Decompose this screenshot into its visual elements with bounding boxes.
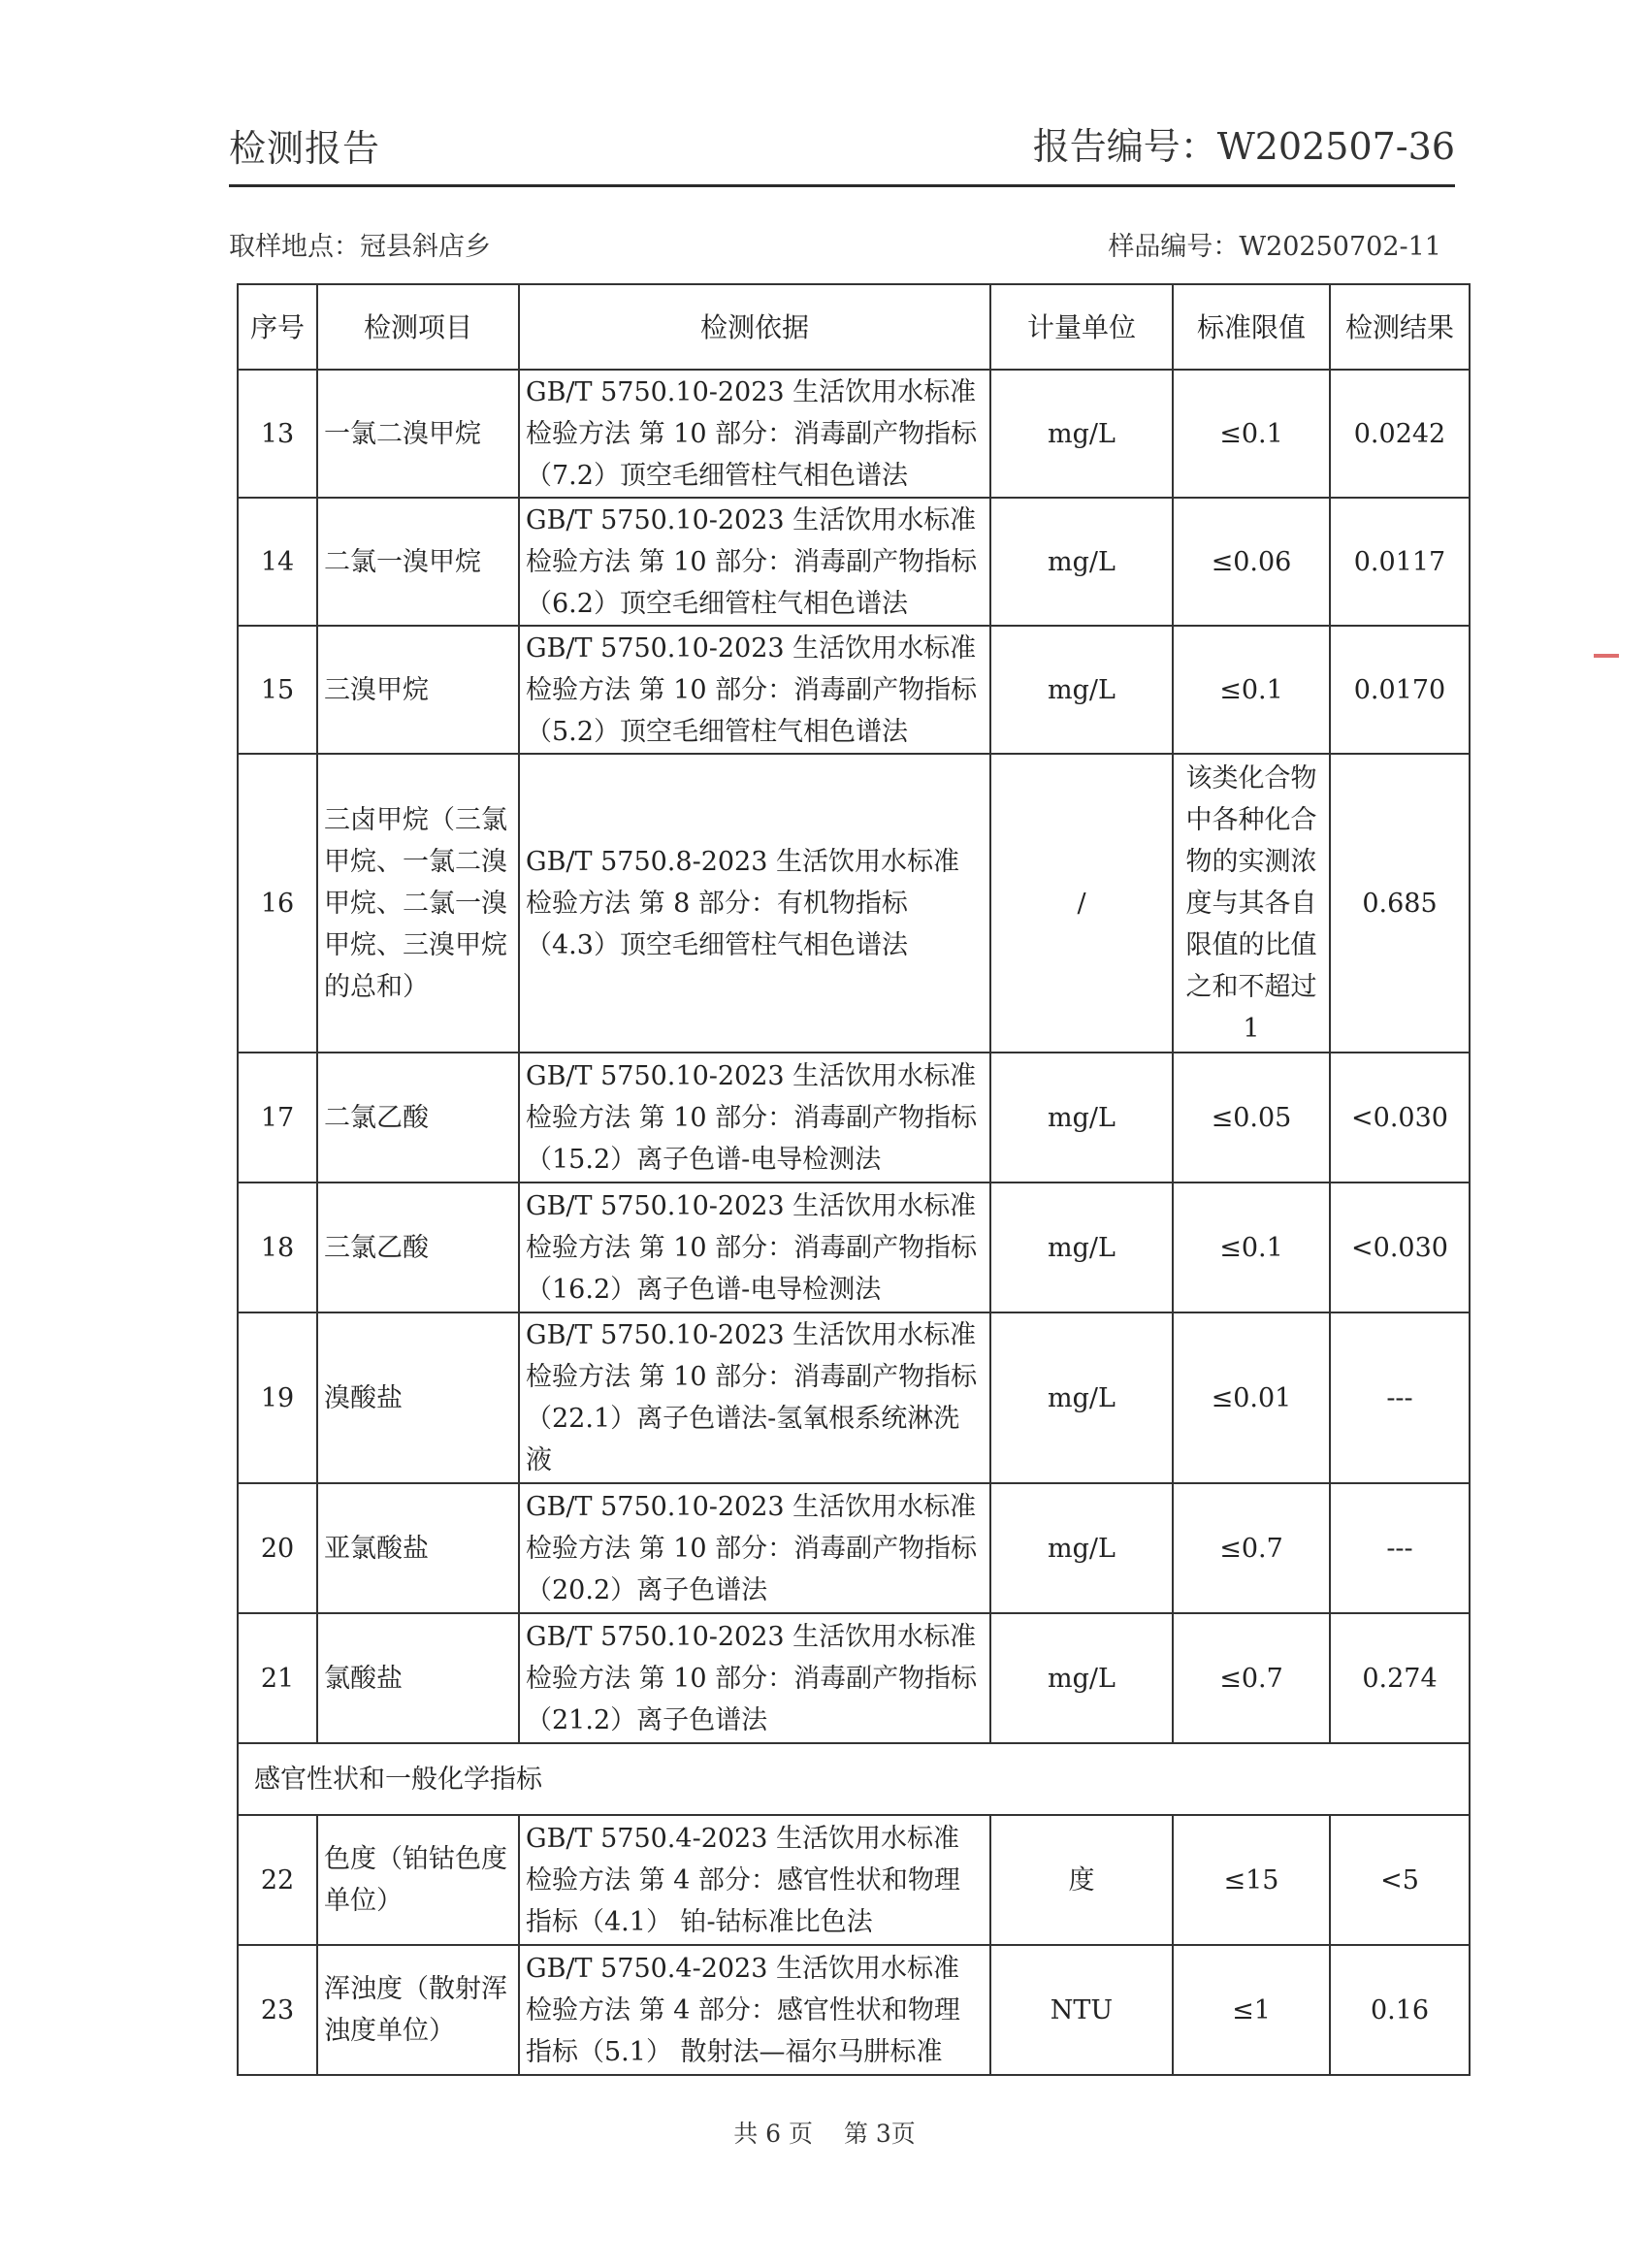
- row-result: 0.0117: [1330, 498, 1470, 626]
- row-limit: ≤0.05: [1173, 1053, 1330, 1183]
- row-basis: GB/T 5750.10-2023 生活饮用水标准检验方法 第 10 部分：消毒副产物指标（22.1）离子色谱法-氢氧根系统淋洗液: [519, 1312, 990, 1483]
- row-item: 二氯乙酸: [317, 1053, 519, 1183]
- table-row: [238, 370, 1470, 498]
- row-unit: mg/L: [990, 498, 1173, 626]
- row-result: 0.16: [1330, 1945, 1470, 2075]
- report-header: [229, 114, 1455, 187]
- row-result: 0.274: [1330, 1613, 1470, 1743]
- row-result: <0.030: [1330, 1053, 1470, 1183]
- section-row: [238, 1743, 1470, 1815]
- row-limit: ≤0.1: [1173, 626, 1330, 754]
- table-row: [238, 754, 1470, 1053]
- row-no: 13: [238, 370, 317, 498]
- row-result: 0.685: [1330, 754, 1470, 1053]
- table-row: [238, 1945, 1470, 2075]
- report-number: 报告编号：W202507-36: [1032, 125, 1455, 168]
- row-item: 二氯一溴甲烷: [317, 498, 519, 626]
- row-item: 三卤甲烷（三氯甲烷、一氯二溴甲烷、二氯一溴甲烷、三溴甲烷的总和）: [317, 754, 519, 1053]
- column-header-item: 检测项目: [317, 284, 519, 370]
- row-limit: ≤0.7: [1173, 1483, 1330, 1613]
- row-result: <0.030: [1330, 1183, 1470, 1312]
- column-header-result: 检测结果: [1330, 284, 1470, 370]
- sampling-location: 取样地点：冠县斜店乡: [229, 232, 491, 262]
- row-unit: mg/L: [990, 1183, 1173, 1312]
- row-result: ---: [1330, 1483, 1470, 1613]
- row-basis: GB/T 5750.10-2023 生活饮用水标准检验方法 第 10 部分：消毒副产物指标（21.2）离子色谱法: [519, 1613, 990, 1743]
- row-basis: GB/T 5750.10-2023 生活饮用水标准检验方法 第 10 部分：消毒副产物指标（15.2）离子色谱-电导检测法: [519, 1053, 990, 1183]
- table-row: [238, 1483, 1470, 1613]
- row-unit: mg/L: [990, 1483, 1173, 1613]
- sample-number: 样品编号：W20250702-11: [1108, 232, 1441, 262]
- test-results-table: [237, 283, 1471, 2076]
- seal-stamp-fragment: [1587, 648, 1626, 958]
- table-row: [238, 1815, 1470, 1945]
- row-limit: 该类化合物中各种化合物的实测浓度与其各自限值的比值之和不超过1: [1173, 754, 1330, 1053]
- column-header-limit: 标准限值: [1173, 284, 1330, 370]
- row-unit: 度: [990, 1815, 1173, 1945]
- row-limit: ≤15: [1173, 1815, 1330, 1945]
- row-item: 氯酸盐: [317, 1613, 519, 1743]
- row-unit: mg/L: [990, 1053, 1173, 1183]
- column-header-no: 序号: [238, 284, 317, 370]
- row-limit: ≤0.7: [1173, 1613, 1330, 1743]
- column-header-unit: 计量单位: [990, 284, 1173, 370]
- row-item: 色度（铂钴色度单位）: [317, 1815, 519, 1945]
- row-basis: GB/T 5750.10-2023 生活饮用水标准检验方法 第 10 部分：消毒副产物指标（6.2）顶空毛细管柱气相色谱法: [519, 498, 990, 626]
- row-no: 18: [238, 1183, 317, 1312]
- row-no: 20: [238, 1483, 317, 1613]
- row-unit: mg/L: [990, 370, 1173, 498]
- table-row: [238, 1613, 1470, 1743]
- row-item: 三溴甲烷: [317, 626, 519, 754]
- row-no: 23: [238, 1945, 317, 2075]
- row-item: 三氯乙酸: [317, 1183, 519, 1312]
- row-unit: /: [990, 754, 1173, 1053]
- page-title: 检测报告: [229, 127, 381, 170]
- row-item: 一氯二溴甲烷: [317, 370, 519, 498]
- row-no: 14: [238, 498, 317, 626]
- row-unit: NTU: [990, 1945, 1173, 2075]
- row-result: ---: [1330, 1312, 1470, 1483]
- table-row: [238, 1183, 1470, 1312]
- row-unit: mg/L: [990, 1613, 1173, 1743]
- row-basis: GB/T 5750.4-2023 生活饮用水标准检验方法 第 4 部分：感官性状和物理指标（5.1） 散射法—福尔马肼标准: [519, 1945, 990, 2075]
- current-page: 第 3页: [843, 2120, 916, 2148]
- column-header-basis: 检测依据: [519, 284, 990, 370]
- total-pages: 共 6 页: [733, 2120, 813, 2148]
- row-basis: GB/T 5750.8-2023 生活饮用水标准检验方法 第 8 部分：有机物指标（4.3）顶空毛细管柱气相色谱法: [519, 754, 990, 1053]
- row-limit: ≤1: [1173, 1945, 1330, 2075]
- row-basis: GB/T 5750.10-2023 生活饮用水标准检验方法 第 10 部分：消毒副产物指标（20.2）离子色谱法: [519, 1483, 990, 1613]
- table-row: [238, 498, 1470, 626]
- row-unit: mg/L: [990, 1312, 1173, 1483]
- row-basis: GB/T 5750.10-2023 生活饮用水标准检验方法 第 10 部分：消毒副产物指标（5.2）顶空毛细管柱气相色谱法: [519, 626, 990, 754]
- row-basis: GB/T 5750.10-2023 生活饮用水标准检验方法 第 10 部分：消毒副产物指标（16.2）离子色谱-电导检测法: [519, 1183, 990, 1312]
- table-row: [238, 1312, 1470, 1483]
- row-no: 15: [238, 626, 317, 754]
- row-no: 17: [238, 1053, 317, 1183]
- row-basis: GB/T 5750.10-2023 生活饮用水标准检验方法 第 10 部分：消毒副产物指标（7.2）顶空毛细管柱气相色谱法: [519, 370, 990, 498]
- row-limit: ≤0.1: [1173, 1183, 1330, 1312]
- row-item: 溴酸盐: [317, 1312, 519, 1483]
- row-item: 亚氯酸盐: [317, 1483, 519, 1613]
- row-result: 0.0170: [1330, 626, 1470, 754]
- row-no: 22: [238, 1815, 317, 1945]
- row-limit: ≤0.01: [1173, 1312, 1330, 1483]
- row-no: 16: [238, 754, 317, 1053]
- row-no: 19: [238, 1312, 317, 1483]
- row-limit: ≤0.06: [1173, 498, 1330, 626]
- row-result: <5: [1330, 1815, 1470, 1945]
- table-header-row: [238, 284, 1470, 370]
- row-unit: mg/L: [990, 626, 1173, 754]
- page-footer: [0, 2115, 1649, 2150]
- row-item: 浑浊度（散射浑浊度单位）: [317, 1945, 519, 2075]
- row-no: 21: [238, 1613, 317, 1743]
- table-row: [238, 626, 1470, 754]
- row-limit: ≤0.1: [1173, 370, 1330, 498]
- section-title: 感官性状和一般化学指标: [238, 1743, 1470, 1815]
- table-row: [238, 1053, 1470, 1183]
- row-basis: GB/T 5750.4-2023 生活饮用水标准检验方法 第 4 部分：感官性状和物理指标（4.1） 铂-钴标准比色法: [519, 1815, 990, 1945]
- row-result: 0.0242: [1330, 370, 1470, 498]
- sample-info-row: [229, 225, 1441, 264]
